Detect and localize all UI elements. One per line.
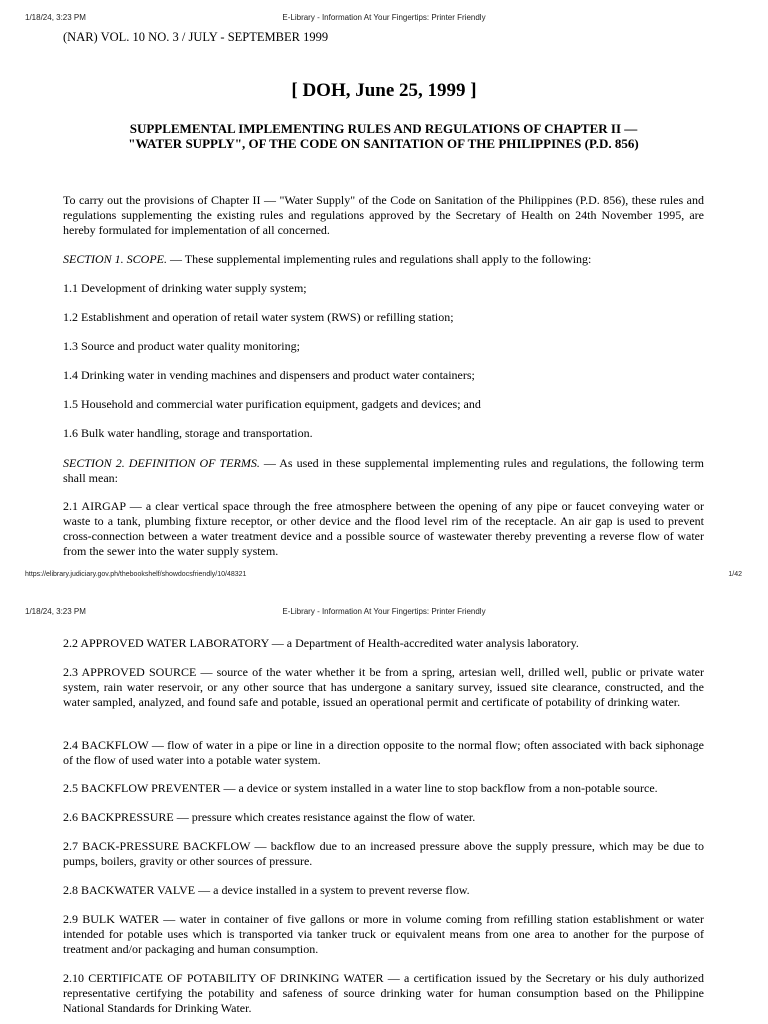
page1-header (0, 13, 768, 27)
definition-bulk-water: 2.9 BULK WATER — water in container of five gallons or more in volume coming from refilling station establishment or water intended for potable uses which is transported via tanker truck or equivalent means from one area to another for the purpose of treatment and/or packaging and human consumption. (63, 912, 704, 956)
document-title-line-1: SUPPLEMENTAL IMPLEMENTING RULES AND REGULATIONS OF CHAPTER II — (129, 121, 638, 136)
scope-item: 1.1 Development of drinking water supply system; (63, 281, 307, 295)
intro-paragraph: To carry out the provisions of Chapter II — "Water Supply" of the Code on Sanitation of the Philippines (P.D. 856), these rules and regulations supplementing the existing rules and regulations approved by the Secretary of Health on 24th November 1995, are hereby formulated for implementation of all concerned. (63, 193, 704, 237)
scope-item: 1.2 Establishment and operation of retail water system (RWS) or refilling station; (63, 310, 454, 324)
definition-paragraph (63, 839, 704, 869)
document-date-heading: [ DOH, June 25, 1999 ] (291, 80, 477, 101)
definition-paragraph (63, 883, 704, 898)
section-1-paragraph (63, 252, 704, 267)
scope-item: 1.3 Source and product water quality monitoring; (63, 339, 300, 353)
definition-paragraph (63, 738, 704, 768)
scope-item: 1.5 Household and commercial water purification equipment, gadgets and devices; and (63, 397, 481, 411)
definition-approved-water-laboratory: 2.2 APPROVED WATER LABORATORY — a Department of Health-accredited water analysis laboratory. (63, 636, 579, 650)
definition-airgap: 2.1 AIRGAP — a clear vertical space through the free atmosphere between the opening of any pipe or faucet conveying water or waste to a tank, plumbing fixture receptor, or other device and the flood level rim of the receptacle. An air gap is used to prevent cross-connection between a water treatment device and a possible source of wastewater thereby preventing a reverse flow of water from the sewer into the water supply system. (63, 499, 704, 558)
definition-paragraph (63, 636, 704, 651)
print-page-title: E-Library - Information At Your Fingertips: Printer Friendly (282, 607, 486, 616)
definition-paragraph (63, 499, 704, 559)
definition-back-pressure-backflow: 2.7 BACK-PRESSURE BACKFLOW — backflow due to an increased pressure above the supply pressure, which may be due to pumps, boilers, gravity or other sources of pressure. (63, 839, 704, 868)
definition-paragraph (63, 665, 704, 710)
section-1-heading: SECTION 1. SCOPE. (63, 252, 168, 266)
definition-backpressure: 2.6 BACKPRESSURE — pressure which creates resistance against the flow of water. (63, 810, 476, 824)
print-page-title: E-Library - Information At Your Fingertips: Printer Friendly (282, 13, 486, 22)
document-title-line-2: "WATER SUPPLY", OF THE CODE ON SANITATION OF THE PHILIPPINES (P.D. 856) (128, 136, 639, 151)
section-2-text: — As used in these supplemental implementing rules and regulations, the following term shall mean: (63, 456, 704, 485)
page1-body (63, 193, 704, 238)
definition-backflow: 2.4 BACKFLOW — flow of water in a pipe or line in a direction opposite to the normal flow; often associated with back siphonage of the flow of used water into a potable water system. (63, 738, 704, 767)
definition-approved-source: 2.3 APPROVED SOURCE — source of the water whether it be from a spring, artesian well, drilled well, public or private water system, rain water reservoir, or any other source that has undergone a sanitary survey, issued site clearance, constructed, and the water sampled, analyzed, and found safe and potable, issued an operational permit and certificate of potability of drinking water. (63, 665, 704, 709)
definition-backwater-valve: 2.8 BACKWATER VALVE — a device installed in a system to prevent reverse flow. (63, 883, 470, 897)
definition-paragraph (63, 912, 704, 957)
section-2-heading: SECTION 2. DEFINITION OF TERMS. (63, 456, 260, 470)
volume-line: (NAR) VOL. 10 NO. 3 / JULY - SEPTEMBER 1999 (63, 30, 329, 44)
definition-backflow-preventer: 2.5 BACKFLOW PREVENTER — a device or system installed in a water line to stop backflow from a non-potable source. (63, 781, 658, 795)
section-1-text: — These supplemental implementing rules and regulations shall apply to the following: (167, 252, 592, 266)
page2-header (0, 607, 768, 621)
print-timestamp: 1/18/24, 3:23 PM (25, 607, 86, 616)
definition-paragraph (63, 781, 704, 796)
page1-footer (0, 571, 768, 583)
scope-item: 1.4 Drinking water in vending machines and dispensers and product water containers; (63, 368, 475, 382)
definition-paragraph (63, 971, 704, 1016)
document-title (63, 121, 704, 151)
definition-certificate-of-potability: 2.10 CERTIFICATE OF POTABILITY OF DRINKING WATER — a certification issued by the Secretary or his duly authorized representative certifying the potability and safeness of source drinking water for human consumption based on the Philippine National Standards for Drinking Water. (63, 971, 704, 1015)
page-number: 1/42 (728, 571, 742, 578)
source-url: https://elibrary.judiciary.gov.ph/thebookshelf/showdocsfriendly/10/48321 (25, 571, 247, 578)
definition-paragraph (63, 810, 704, 825)
section-2-paragraph (63, 456, 704, 486)
scope-item: 1.6 Bulk water handling, storage and transportation. (63, 426, 313, 440)
print-timestamp: 1/18/24, 3:23 PM (25, 13, 86, 22)
